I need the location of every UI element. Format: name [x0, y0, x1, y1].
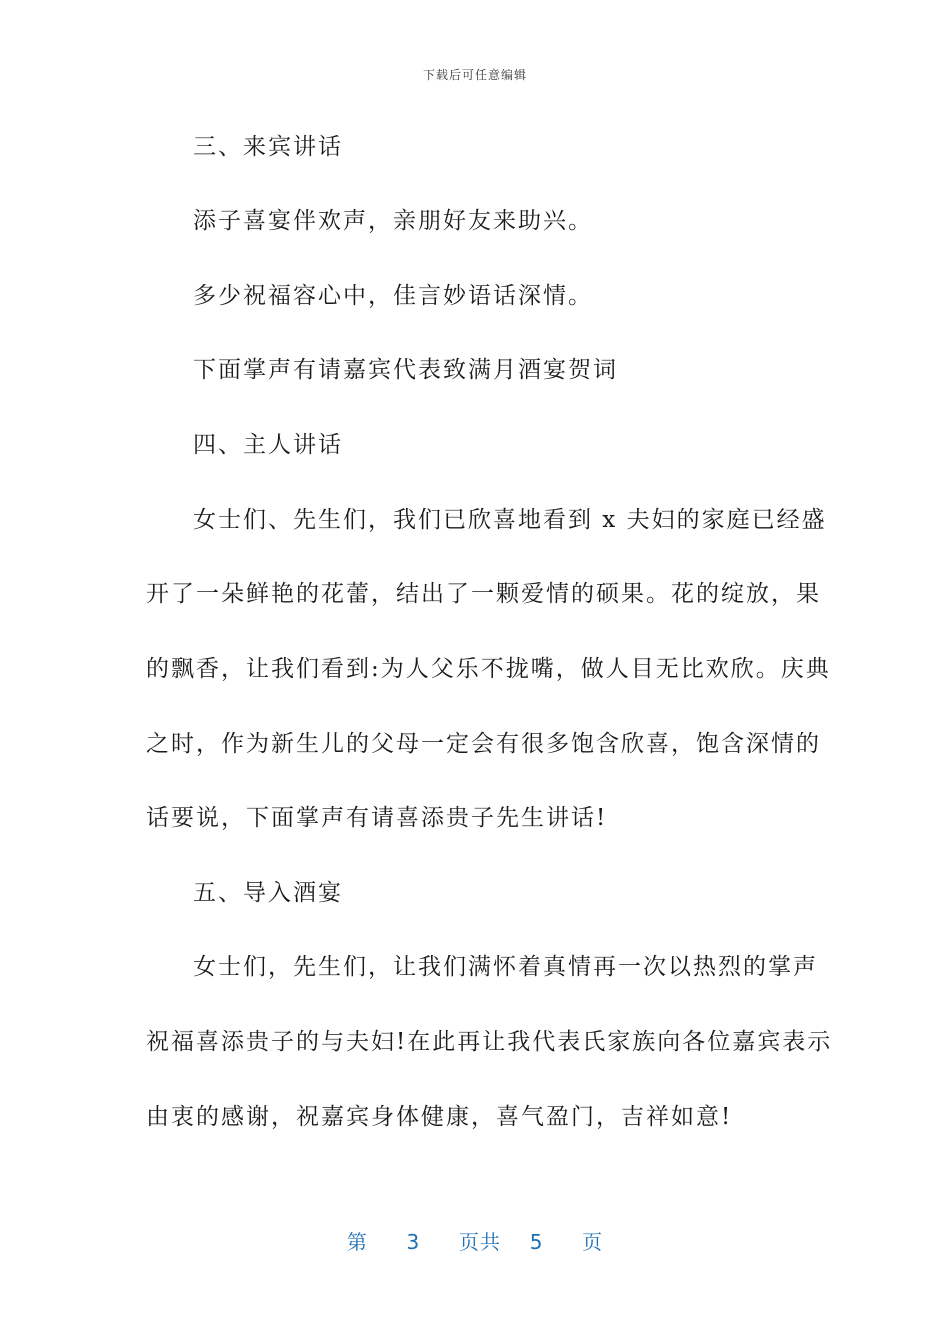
paragraph-line: 由衷的感谢，祝嘉宾身体健康，喜气盈门，吉祥如意! [146, 1104, 733, 1130]
page-mid-label: 页共 [459, 1230, 501, 1254]
verse-line: 多少祝福容心中，佳言妙语话深情。 [193, 283, 593, 309]
total-pages-number: 5 [529, 1230, 544, 1254]
paragraph-line: 祝福喜添贵子的与夫妇!在此再让我代表氏家族向各位嘉宾表示 [146, 1029, 833, 1055]
paragraph-line: 的飘香，让我们看到:为人父乐不拢嘴，做人目无比欢欣。庆典 [146, 656, 831, 682]
paragraph-line: 女士们，先生们，让我们满怀着真情再一次以热烈的掌声 [193, 954, 818, 980]
paragraph-line: 下面掌声有请嘉宾代表致满月酒宴贺词 [193, 357, 618, 383]
current-page-number: 3 [406, 1230, 421, 1254]
paragraph-line: 开了一朵鲜艳的花蕾，结出了一颗爱情的硕果。花的绽放，果 [146, 581, 821, 607]
paragraph-line: 话要说，下面掌声有请喜添贵子先生讲话! [146, 805, 608, 831]
paragraph-line: 女士们、先生们，我们已欣喜地看到 x 夫妇的家庭已经盛 [193, 507, 827, 533]
page-number-footer [0, 1226, 950, 1255]
section-heading-guest-speech: 三、来宾讲话 [193, 134, 343, 160]
verse-line: 添子喜宴伴欢声，亲朋好友来助兴。 [193, 208, 593, 234]
section-heading-banquet: 五、导入酒宴 [193, 880, 343, 906]
page-suffix: 页 [582, 1230, 604, 1254]
page-prefix: 第 [346, 1230, 368, 1254]
paragraph-line: 之时，作为新生儿的父母一定会有很多饱含欣喜，饱含深情的 [146, 731, 821, 757]
section-heading-host-speech: 四、主人讲话 [193, 432, 343, 458]
page-header-note: 下载后可任意编辑 [422, 68, 527, 82]
